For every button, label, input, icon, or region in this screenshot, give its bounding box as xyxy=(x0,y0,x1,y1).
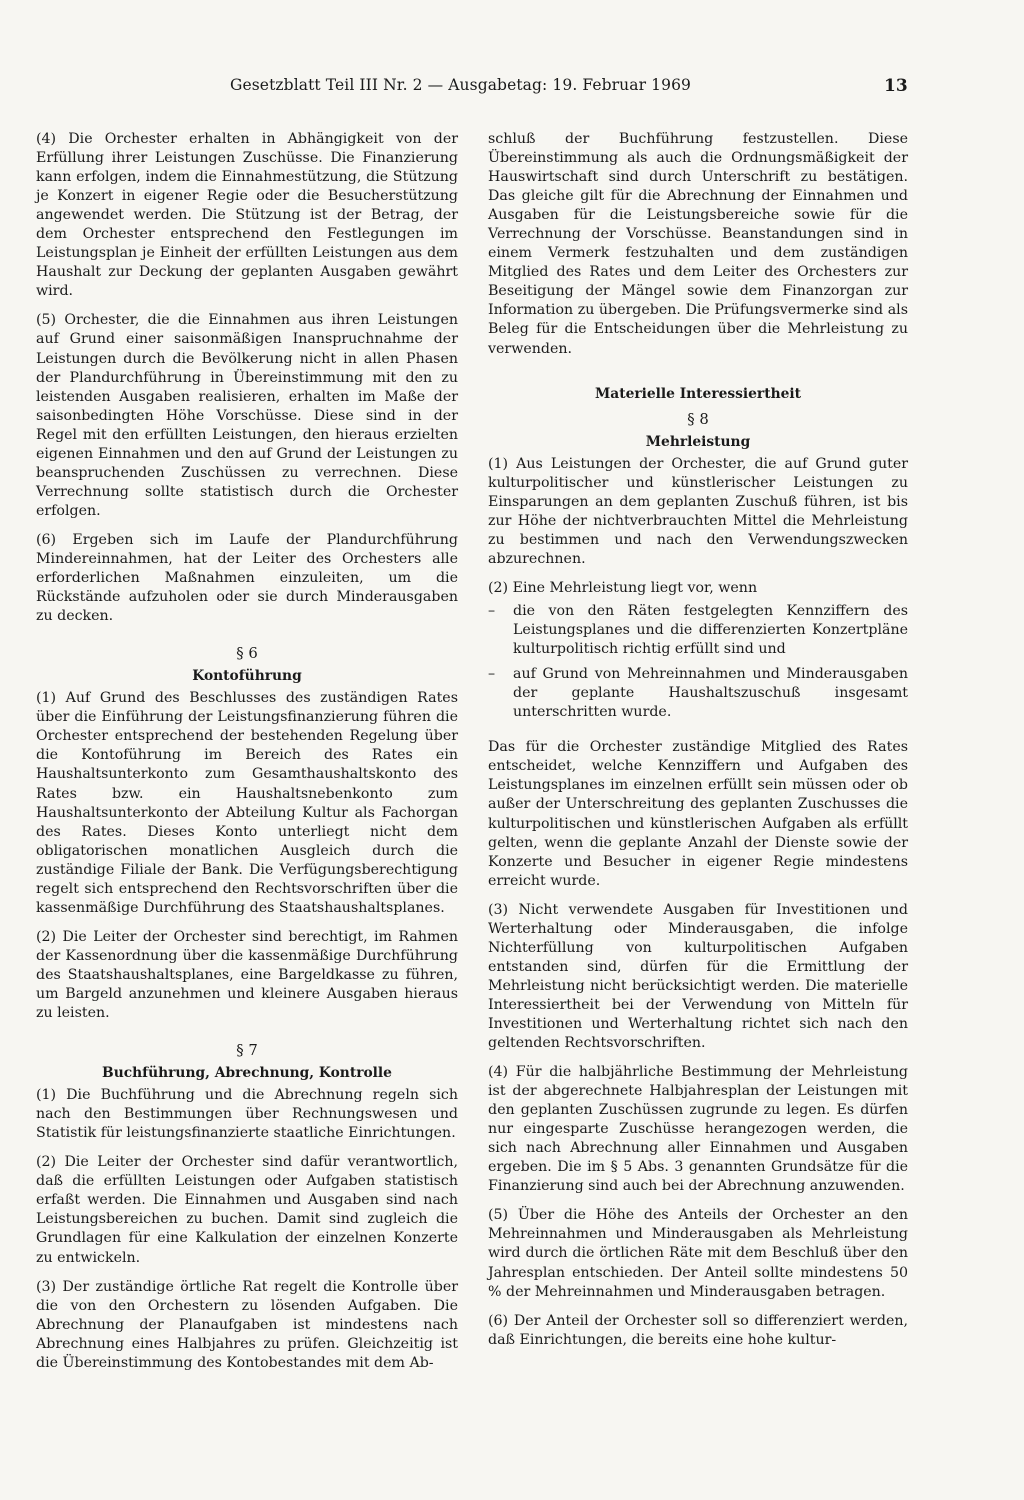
paragraph-7-2: (2) Die Leiter der Orchester sind dafür verantwortlich, daß die erfüllten Leistungen oder Aufgaben statistisch erfaßt werden. Die Einnahmen und Ausgaben sind nach Leistungsbereichen zu buchen. Damit sind zugleich die Grundlagen für eine Kalkulation der einzelnen Konzerte zu entwickeln. xyxy=(36,1154,458,1266)
paragraph-7-3: (3) Der zuständige örtliche Rat regelt die Kontrolle über die von den Orchestern zu lösenden Aufgaben. Die Abrechnung der Planaufgaben ist mindestens nach Abrechnung eines Halbjahres zu prüfen. Gleichzeitig ist die Übereinstimmung des Kontobestandes mit dem Ab- xyxy=(36,1278,458,1371)
running-header-title: Gesetzblatt Teil III Nr. 2 — Ausgabetag: 19. Februar 1969 xyxy=(230,76,691,94)
left-column xyxy=(36,130,458,1373)
right-column xyxy=(488,130,908,1350)
paragraph-8-6: (6) Der Anteil der Orchester soll so differenziert werden, daß Einrichtungen, die bereits eine hohe kultur- xyxy=(488,1312,908,1348)
paragraph-8-4: (4) Für die halbjährliche Bestimmung der Mehrleistung ist der abgerechnete Halbjahresplan der Leistungen mit den geplanten Zuschüssen zugrunde zu legen. Es dürfen nur eingesparte Zuschüsse herangezogen werden, die sich nach Abrechnung aller Einnahmen und Ausgaben ergeben. Die im § 5 Abs. 3 genannten Grundsätze für die Finanzierung sind auch bei der Abrechnung anzuwenden. xyxy=(488,1064,908,1195)
paragraph-5-5: (5) Orchester, die die Einnahmen aus ihren Leistungen auf Grund einer saisonmäßigen Inanspruchnahme der Leistungen durch die Bevölkerung nicht in allen Phasen der Plandurchführung in Übereinstimmung mit den zu leistenden Ausgaben realisieren, erhalten im Maße der saisonbedingten Höhe Vorschüsse. Diese sind in der Regel mit den erfüllten Leistungen, den hieraus erzielten eigenen Einnahmen und den auf Grund der Leistungen zu beanspruchenden Zuschüssen zu verrechnen. Diese Verrechnung sollte statistisch durch die Orchester erfolgen. xyxy=(36,312,458,519)
paragraph-8-3: (3) Nicht verwendete Ausgaben für Investitionen und Werterhaltung oder Minderausgaben, die infolge Nichterfüllung von kulturpolitischen Aufgaben entstanden sind, dürfen für die Ermittlung der Mehrleistung nicht berücksichtigt werden. Die materielle Interessiertheit bei der Verwendung von Mitteln für Investitionen und Werterhaltung richtet sich nach den geltenden Rechtsvorschriften. xyxy=(488,901,908,1052)
paragraph-7-3-continued: schluß der Buchführung festzustellen. Diese Übereinstimmung als auch die Ordnungsmäßigkeit der Hauswirtschaft sind durch Unterschrift zu bestätigen. Das gleiche gilt für die Abrechnung der Einnahmen und Ausgaben für die Leistungsbereiche sowie für die Verrechnung der Vorschüsse. Beanstandungen sind in einem Vermerk festzuhalten und dem zuständigen Mitglied des Rates und dem Leiter des Orchesters zur Beseitigung der Mängel sowie dem Finanzorgan zur Information zu übergeben. Die Prüfungsvermerke sind als Beleg für die Entscheidungen über die Mehrleistung zu verwenden. xyxy=(488,131,908,357)
section-8-number: § 8 xyxy=(687,410,709,428)
condition-list xyxy=(488,602,908,722)
paragraph-5-4: (4) Die Orchester erhalten in Abhängigkeit von der Erfüllung ihrer Leistungen Zuschüsse. Die Finanzierung kann erfolgen, indem die Einnahmestützung, die Stützung je Konzert in eigener Regie oder die Besucherstützung angewendet werden. Die Stützung ist der Betrag, der dem Orchester entsprechend den Festlegungen im Leistungsplan je Einheit der erfüllten Leistungen aus dem Haushalt zur Deckung der geplanten Ausgaben gewährt wird. xyxy=(36,131,458,300)
section-6-title: Kontoführung xyxy=(192,668,302,685)
page-header xyxy=(0,76,1024,100)
paragraph-8-1: (1) Aus Leistungen der Orchester, die auf Grund guter kulturpolitischer und künstlerischer Leistungen zu Einsparungen an dem geplanten Zuschuß führen, ist bis zur Höhe der nichtverbrauchten Mittel die Mehrleistung zu bestimmen und nach den Verwendungszwecken abzurechnen. xyxy=(488,455,908,567)
paragraph-5-6: (6) Ergeben sich im Laufe der Plandurchführung Mindereinnahmen, hat der Leiter des Orchesters alle erforderlichen Maßnahmen einzuleiten, um die Rückstände aufzuholen oder sie durch Minderausgaben zu decken. xyxy=(36,531,458,625)
subheading-materielle-interessiertheit: Materielle Interessiertheit xyxy=(594,385,802,402)
section-7-title: Buchführung, Abrechnung, Kontrolle xyxy=(102,1065,392,1082)
page-number: 13 xyxy=(884,76,908,96)
section-7-number: § 7 xyxy=(236,1042,258,1060)
paragraph-6-1: (1) Auf Grund des Beschlusses des zuständigen Rates über die Einführung der Leistungsfinanzierung führen die Orchester entsprechend der bestehenden Regelung über die Kontoführung im Bereich des Rates ein Haushaltsunterkonto zum Gesamthaushaltskonto des Rates bzw. ein Haushaltsnebenkonto zum Haushaltsunterkonto der Abteilung Kultur als Fachorgan des Rates. Dieses Konto unterliegt nicht dem obligatorischen monatlichen Ausgleich durch die zuständige Filiale der Bank. Die Verfügungsberechtigung regelt sich entsprechend den Rechtsvorschriften über die kassenmäßige Durchführung des Staatshaushaltsplanes. xyxy=(36,690,458,916)
paragraph-8-2-continued: Das für die Orchester zuständige Mitglied des Rates entscheidet, welche Kennziffern und Aufgaben des Leistungsplanes im einzelnen erfüllt sein müssen oder ob außer der Unterschreitung des geplanten Zuschusses die kulturpolitischen und künstlerischen Aufgaben als erfüllt gelten, wenn die geplante Anzahl der Dienste sowie der Konzerte und Besucher in eigener Regie mindestens erreicht wurde. xyxy=(488,739,908,889)
paragraph-7-1: (1) Die Buchführung und die Abrechnung regeln sich nach den Bestimmungen über Rechnungswesen und Statistik für leistungsfinanzierte staatliche Einrichtungen. xyxy=(36,1087,458,1142)
section-6-number: § 6 xyxy=(236,645,258,663)
list-item: – die von den Räten festgelegten Kennziffern des Leistungsplanes und die differenzierten Konzertpläne kulturpolitisch richtig erfüllt sind und xyxy=(488,602,908,659)
paragraph-6-2: (2) Die Leiter der Orchester sind berechtigt, im Rahmen der Kassenordnung über die kassenmäßige Durchführung des Staatshaushaltsplanes, eine Bargeldkasse zu führen, um Bargeld anzunehmen und kleinere Ausgaben hieraus zu leisten. xyxy=(36,928,458,1022)
paragraph-8-5: (5) Über die Höhe des Anteils der Orchester an den Mehreinnahmen und Minderausgaben als Mehrleistung wird durch die örtlichen Räte mit dem Beschluß über den Jahresplan entschieden. Der Anteil sollte mindestens 50 % der Mehreinnahmen und Minderausgaben betragen. xyxy=(488,1207,908,1300)
paragraph-8-2: (2) Eine Mehrleistung liegt vor, wenn xyxy=(488,579,758,596)
list-item: – auf Grund von Mehreinnahmen und Minderausgaben der geplante Haushaltszuschuß insgesamt unterschritten wurde. xyxy=(488,665,908,722)
section-8-title: Mehrleistung xyxy=(645,433,751,450)
